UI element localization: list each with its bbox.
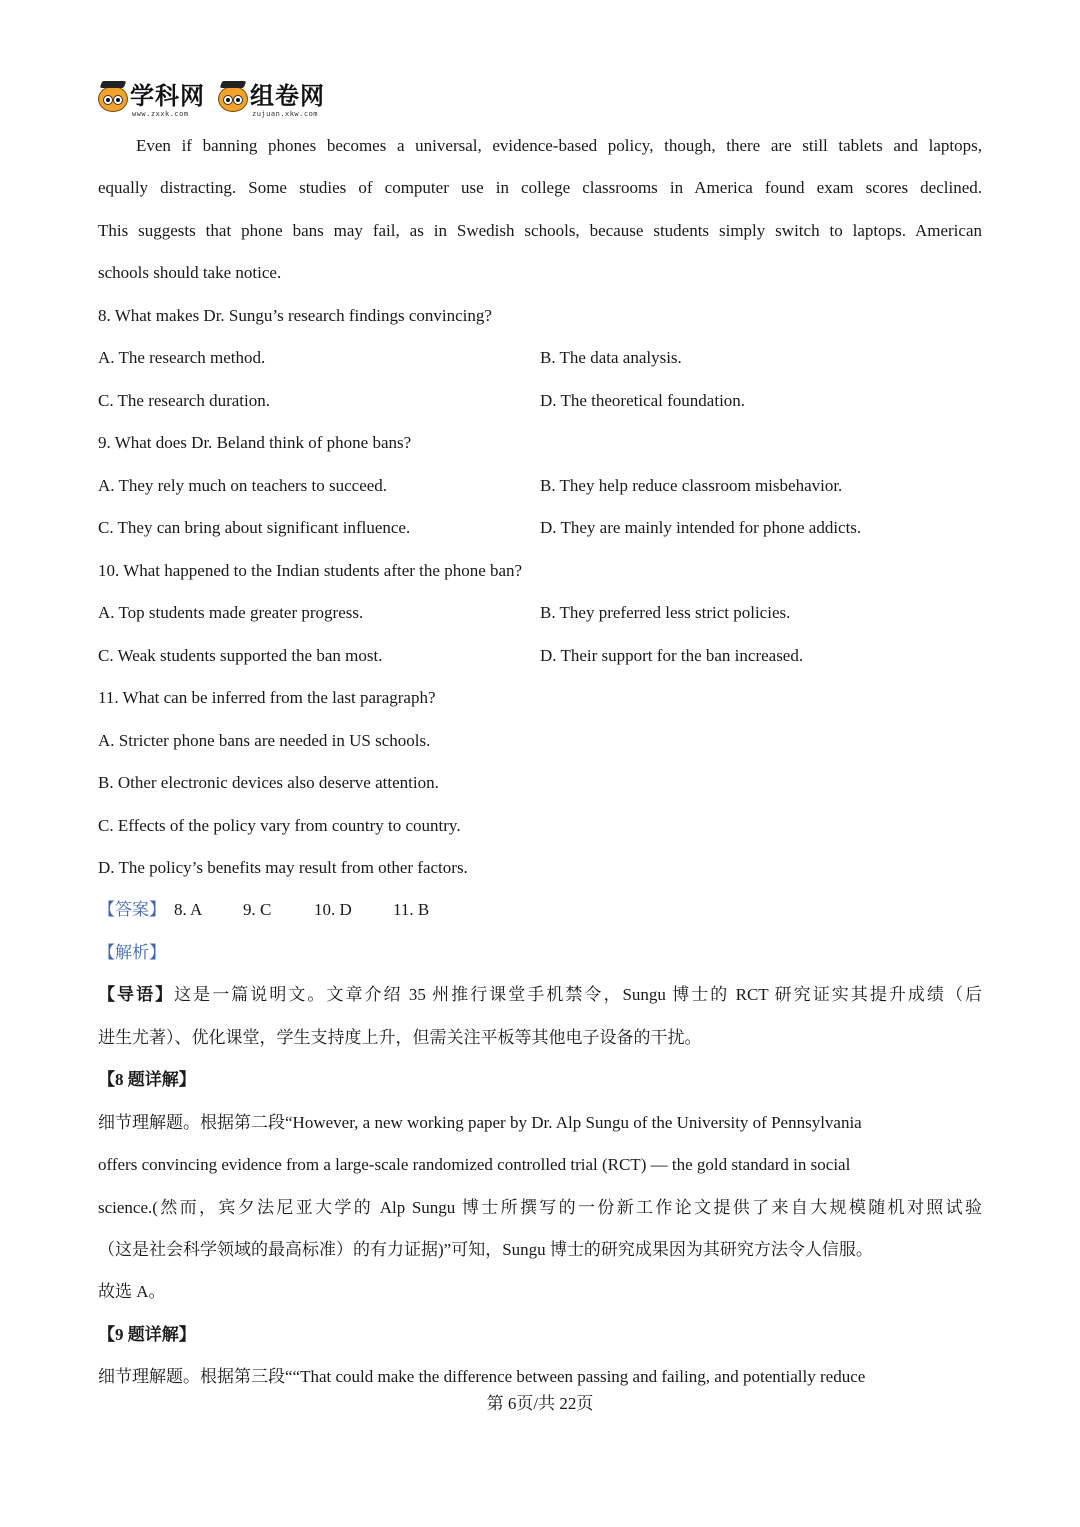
logo-url: www.zxxk.com bbox=[132, 110, 189, 118]
answer-item: 8. A bbox=[174, 900, 203, 919]
logo-name: 学科网 bbox=[130, 82, 205, 110]
option-a: A. The research method. bbox=[98, 348, 266, 367]
answer-item: 10. D bbox=[314, 900, 352, 919]
zujuan-logo bbox=[218, 82, 328, 118]
logo-name: 组卷网 bbox=[250, 82, 325, 110]
q8-detail-line: 故选 A。 bbox=[98, 1282, 166, 1301]
passage-line: Even if banning phones becomes a universal, evidence-based policy, though, there are still tablets and laptops, bbox=[136, 136, 982, 155]
passage-line: This suggests that phone bans may fail, as in Swedish schools, because students simply switch to laptops. American bbox=[98, 221, 982, 240]
question-stem: 11. What can be inferred from the last paragraph? bbox=[98, 688, 436, 707]
option-c: C. Weak students supported the ban most. bbox=[98, 646, 383, 665]
option-d: D. They are mainly intended for phone addicts. bbox=[540, 518, 862, 537]
option-d: D. The theoretical foundation. bbox=[540, 391, 746, 410]
q8-detail-line: 细节理解题。根据第二段“However, a new working paper by Dr. Alp Sungu of the University of Pennsylvania bbox=[98, 1113, 862, 1132]
owl-icon bbox=[218, 86, 248, 112]
option-d: D. Their support for the ban increased. bbox=[540, 646, 804, 665]
intro-text: 这是一篇说明文。文章介绍 35 州推行课堂手机禁令，Sungu 博士的 RCT 研究证实其提升成绩（后 bbox=[174, 985, 982, 1004]
zxxk-logo bbox=[98, 82, 208, 118]
question-stem: 9. What does Dr. Beland think of phone bans? bbox=[98, 433, 412, 452]
option-c: C. They can bring about significant influence. bbox=[98, 518, 411, 537]
q9-detail-label: 【9 题详解】 bbox=[98, 1325, 196, 1344]
page-number: 第 6页/共 22页 bbox=[486, 1394, 594, 1413]
q8-detail-line: offers convincing evidence from a large-scale randomized controlled trial (RCT) — the gold standard in social bbox=[98, 1155, 851, 1174]
option-c: C. Effects of the policy vary from country to country. bbox=[98, 816, 461, 835]
answer-row bbox=[98, 900, 982, 920]
option-d: D. The policy’s benefits may result from other factors. bbox=[98, 858, 468, 877]
logo-url: zujuan.xkw.com bbox=[252, 110, 319, 118]
intro-label: 【导语】 bbox=[98, 985, 175, 1004]
analysis-label: 【解析】 bbox=[98, 943, 166, 962]
option-a: A. They rely much on teachers to succeed. bbox=[98, 476, 388, 495]
passage-line: equally distracting. Some studies of computer use in college classrooms in America found exam scores declined. bbox=[98, 178, 982, 197]
owl-icon bbox=[98, 86, 128, 112]
q8-detail-line: science.(然而，宾夕法尼亚大学的 Alp Sungu 博士所撰写的一份新工作论文提供了来自大规模随机对照试验 bbox=[98, 1198, 982, 1217]
q9-detail-line: 细节理解题。根据第三段““That could make the difference between passing and failing, and potentially reduce bbox=[98, 1367, 866, 1386]
answer-label: 【答案】 bbox=[98, 900, 166, 919]
q8-detail-line: （这是社会科学领域的最高标准）的有力证据)”可知，Sungu 博士的研究成果因为其研究方法令人信服。 bbox=[98, 1240, 873, 1259]
question-stem: 10. What happened to the Indian students after the phone ban? bbox=[98, 561, 523, 580]
option-a: A. Top students made greater progress. bbox=[98, 603, 364, 622]
q8-detail-label: 【8 题详解】 bbox=[98, 1070, 196, 1089]
passage-line: schools should take notice. bbox=[98, 263, 282, 282]
intro-line bbox=[98, 985, 982, 1005]
option-b: B. The data analysis. bbox=[540, 348, 682, 367]
option-c: C. The research duration. bbox=[98, 391, 270, 410]
option-a: A. Stricter phone bans are needed in US schools. bbox=[98, 731, 431, 750]
option-b: B. They help reduce classroom misbehavior. bbox=[540, 476, 843, 495]
option-b: B. They preferred less strict policies. bbox=[540, 603, 791, 622]
answer-item: 11. B bbox=[393, 900, 430, 919]
question-stem: 8. What makes Dr. Sungu’s research findings convincing? bbox=[98, 306, 492, 325]
option-b: B. Other electronic devices also deserve attention. bbox=[98, 773, 439, 792]
answer-item: 9. C bbox=[243, 900, 272, 919]
intro-line: 进生尤著）、优化课堂，学生支持度上升，但需关注平板等其他电子设备的干扰。 bbox=[98, 1028, 702, 1047]
